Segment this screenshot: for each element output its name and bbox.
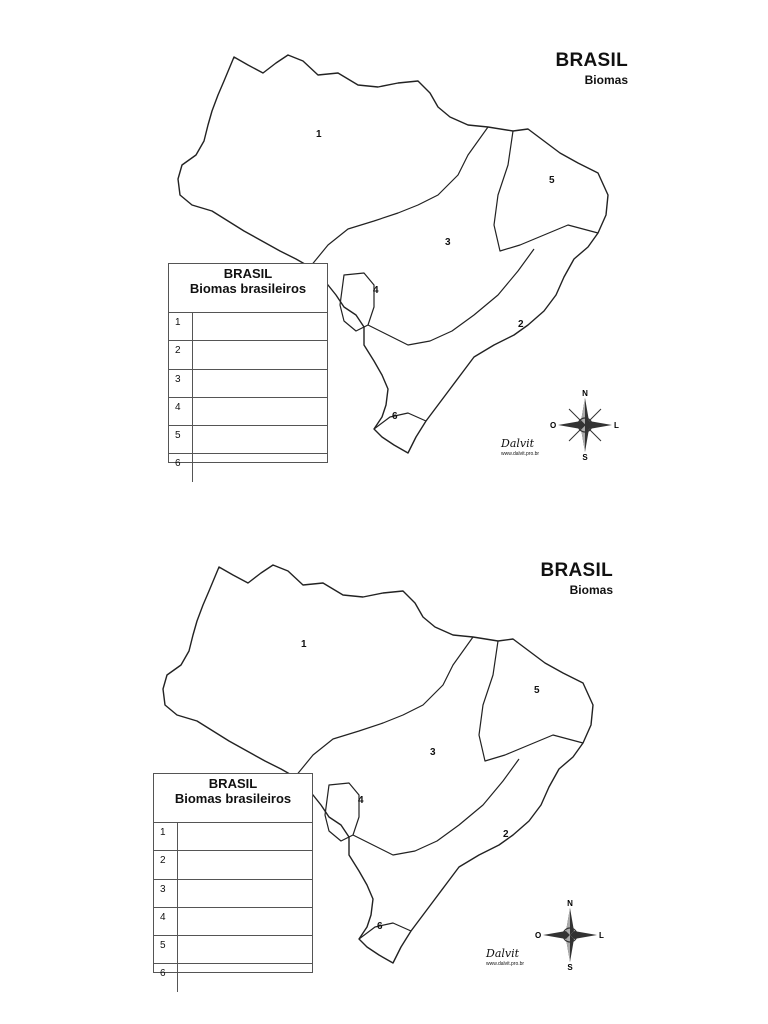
region-label-3: 3 <box>430 747 436 758</box>
legend-answer-blank[interactable] <box>178 823 312 850</box>
legend-row <box>169 341 327 369</box>
legend-answer-blank[interactable] <box>193 341 327 368</box>
region-label-5: 5 <box>549 175 555 186</box>
legend-table <box>153 773 313 980</box>
region-label-1: 1 <box>316 129 322 140</box>
legend-number: 6 <box>169 454 193 481</box>
legend-row <box>154 880 312 908</box>
compass-l: L <box>599 931 604 940</box>
legend-row <box>169 454 327 481</box>
legend-row <box>154 964 312 991</box>
legend-number: 1 <box>154 823 178 850</box>
legend-answer-blank[interactable] <box>193 398 327 425</box>
legend-subtitle: Biomas brasileiros <box>189 281 307 296</box>
legend-answer-blank[interactable] <box>193 454 327 481</box>
region-label-4: 4 <box>358 795 364 806</box>
legend-answer-blank[interactable] <box>193 426 327 453</box>
compass-rose-icon <box>535 900 605 970</box>
map-subtitle: Biomas <box>569 583 613 597</box>
legend-answer-blank[interactable] <box>178 851 312 878</box>
author-site: www.dalvit.pro.br <box>486 961 525 967</box>
legend-number: 1 <box>169 313 193 340</box>
compass-o: O <box>535 931 542 940</box>
compass-l: L <box>614 421 619 430</box>
author-site: www.dalvit.pro.br <box>501 451 540 457</box>
legend-row <box>154 936 312 964</box>
legend-answer-blank[interactable] <box>178 936 312 963</box>
legend-answer-blank[interactable] <box>178 908 312 935</box>
legend-number: 5 <box>154 936 178 963</box>
region-label-1: 1 <box>301 639 307 650</box>
legend-number: 2 <box>169 341 193 368</box>
legend-row <box>169 426 327 454</box>
region-label-5: 5 <box>534 685 540 696</box>
region-label-4: 4 <box>373 285 379 296</box>
legend-number: 4 <box>154 908 178 935</box>
legend-header <box>154 774 312 823</box>
compass-o: O <box>550 421 557 430</box>
legend-row <box>154 908 312 936</box>
region-label-6: 6 <box>377 921 383 932</box>
author-signature: Dalvit <box>486 947 520 960</box>
legend-row <box>154 851 312 879</box>
legend-answer-blank[interactable] <box>178 964 312 991</box>
legend-table <box>168 263 328 470</box>
legend-header <box>169 264 327 313</box>
legend-number: 2 <box>154 851 178 878</box>
map-title: BRASIL <box>540 560 613 581</box>
legend-row <box>169 398 327 426</box>
legend-row <box>154 823 312 851</box>
legend-number: 6 <box>154 964 178 991</box>
compass-rose-icon <box>550 390 620 460</box>
legend-number: 3 <box>154 880 178 907</box>
legend-answer-blank[interactable] <box>193 370 327 397</box>
author-signature: Dalvit <box>501 437 535 450</box>
biome-map-top <box>168 45 628 470</box>
legend-number: 4 <box>169 398 193 425</box>
compass-s: S <box>582 453 588 460</box>
compass-n: N <box>582 390 588 398</box>
region-label-3: 3 <box>445 237 451 248</box>
legend-title: BRASIL <box>223 266 273 281</box>
legend-number: 3 <box>169 370 193 397</box>
legend-subtitle: Biomas brasileiros <box>174 791 292 806</box>
region-label-6: 6 <box>392 411 398 422</box>
region-label-2: 2 <box>518 319 524 330</box>
compass-n: N <box>567 900 573 908</box>
legend-title: BRASIL <box>208 776 258 791</box>
region-label-2: 2 <box>503 829 509 840</box>
legend-answer-blank[interactable] <box>193 313 327 340</box>
biome-map-bottom <box>153 555 613 980</box>
compass-s: S <box>567 963 573 970</box>
map-title: BRASIL <box>555 50 628 71</box>
legend-answer-blank[interactable] <box>178 880 312 907</box>
legend-row <box>169 370 327 398</box>
map-subtitle: Biomas <box>584 73 628 87</box>
legend-row <box>169 313 327 341</box>
legend-number: 5 <box>169 426 193 453</box>
